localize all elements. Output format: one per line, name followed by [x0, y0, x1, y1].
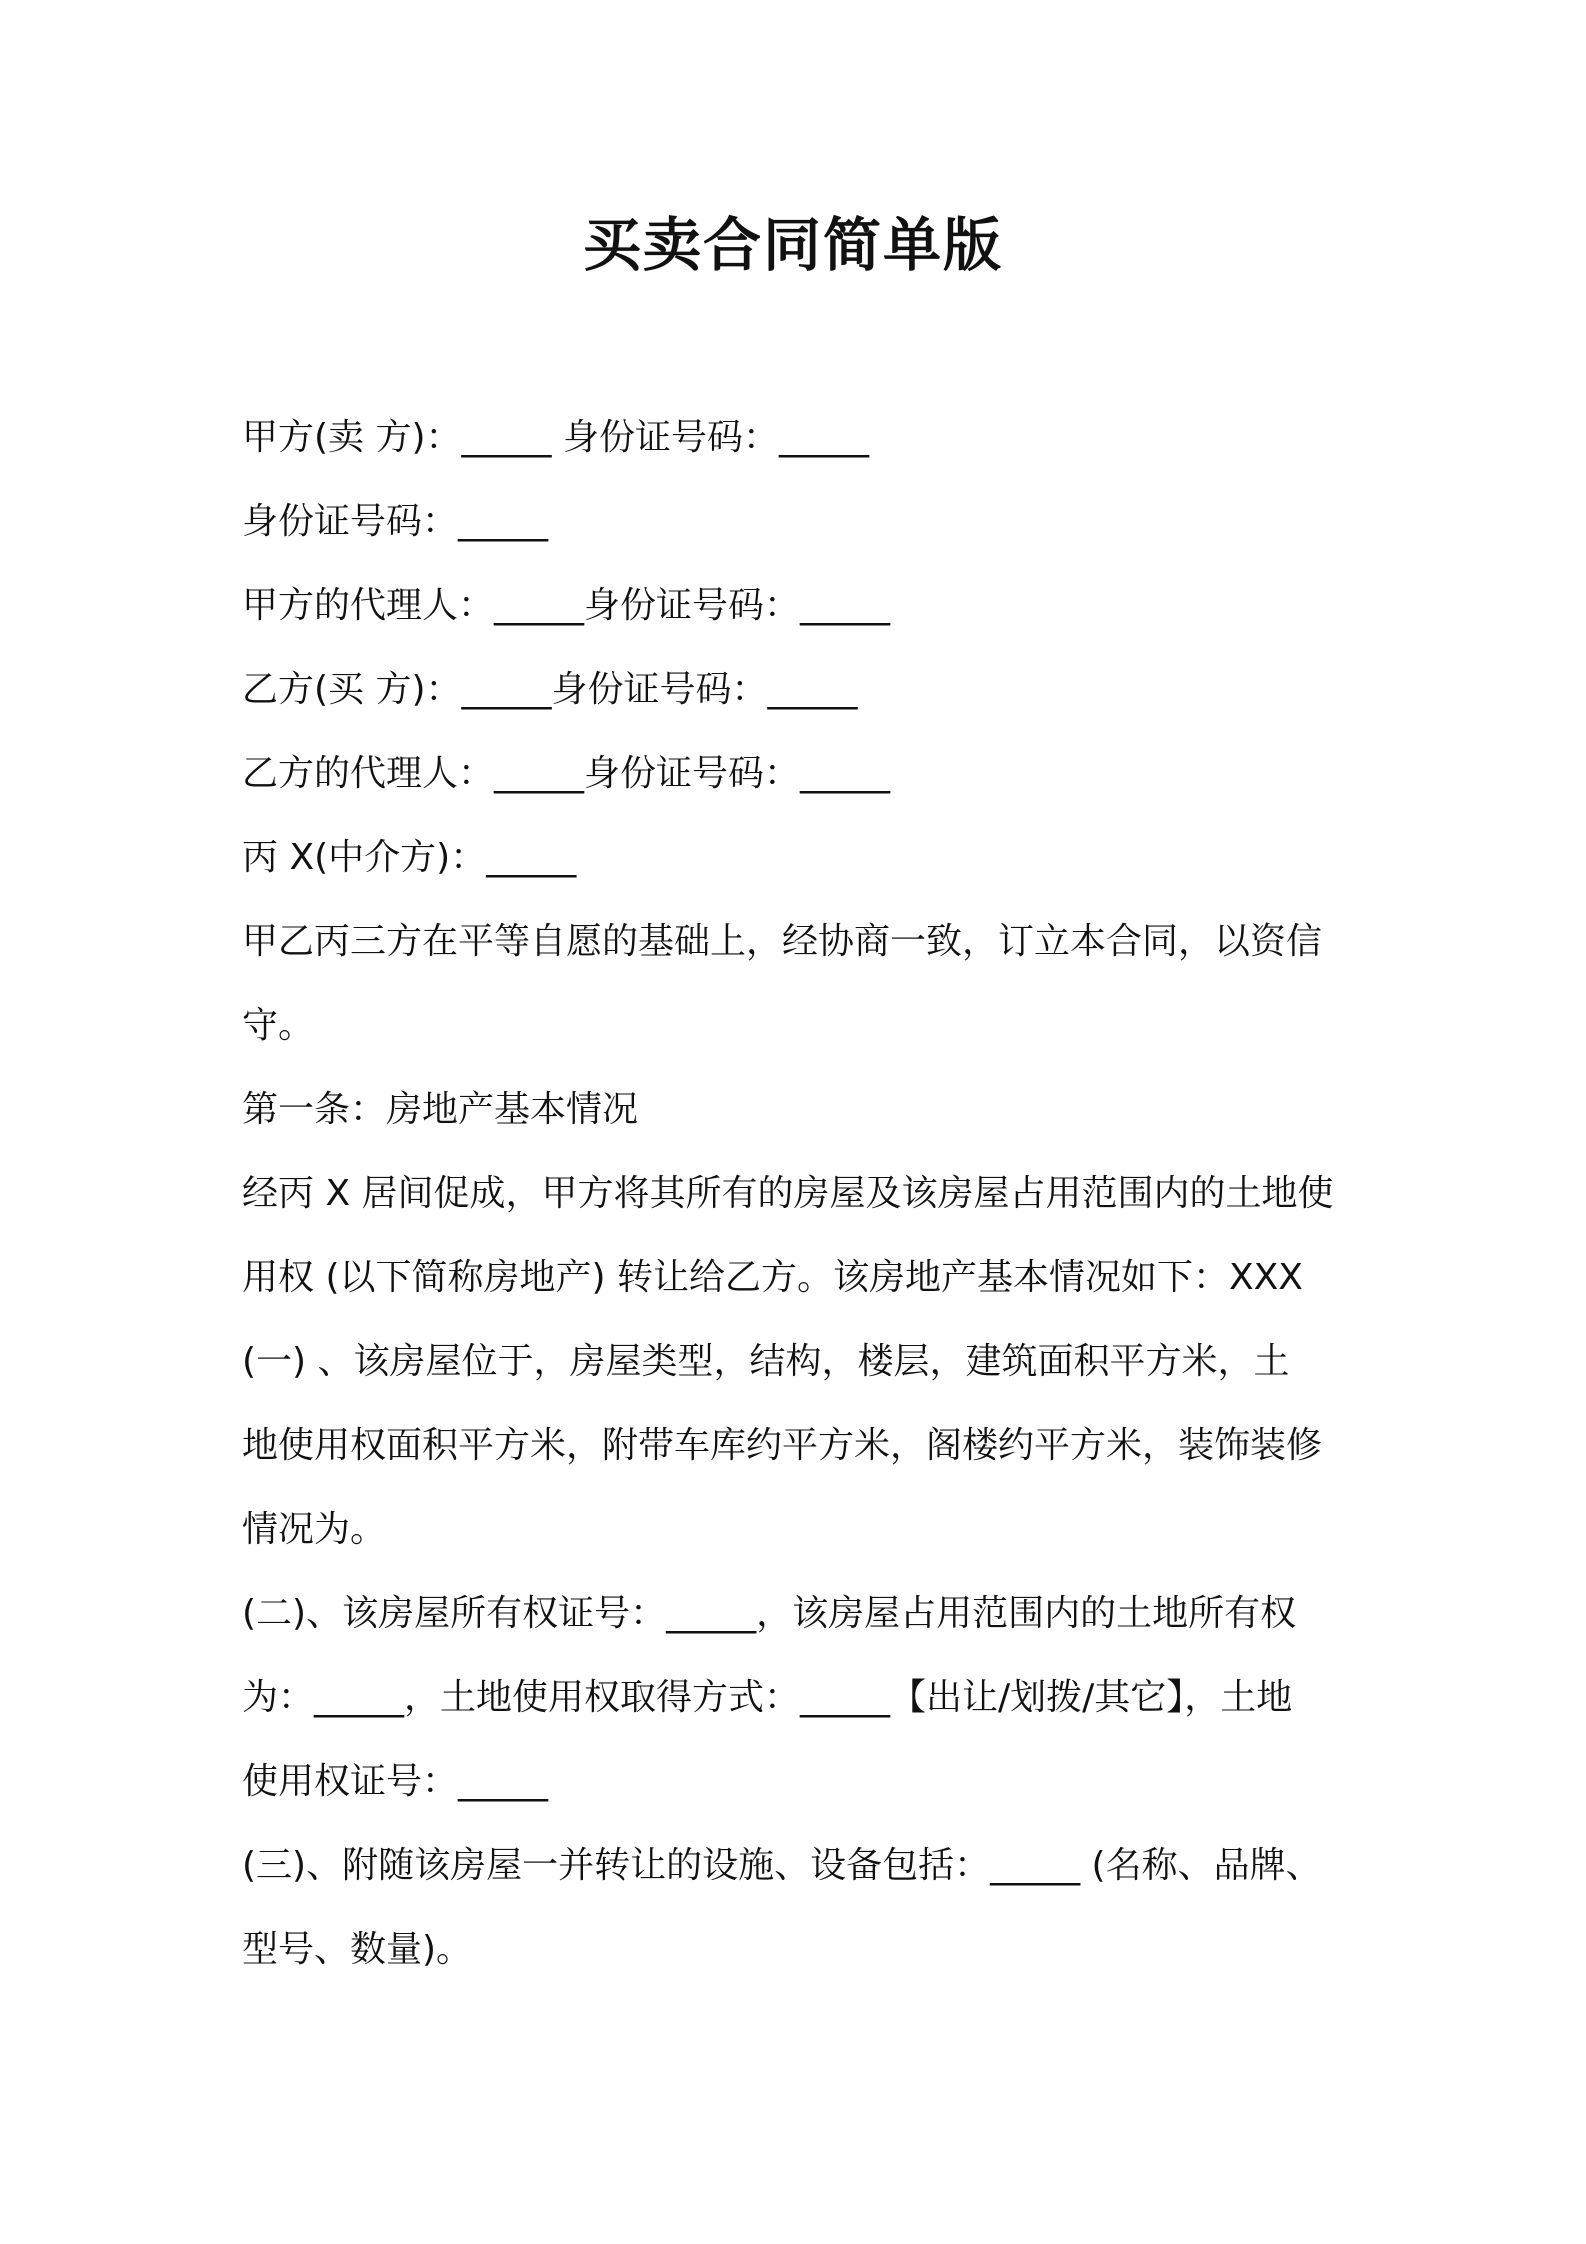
clause-one-line: (一) 、该房屋位于，房屋类型，结构，楼层，建筑面积平方米，土: [242, 1341, 1290, 1382]
clause-one-line: 情况为。: [242, 1509, 387, 1550]
paragraph-line: 用权 (以下简称房地产) 转让给乙方。该房地产基本情况如下：XXX: [242, 1257, 1303, 1298]
seller-line: 甲方(卖 方)：_____ 身份证号码：_____: [242, 417, 869, 458]
buyer-line: 乙方(买 方)：_____身份证号码：_____: [242, 669, 858, 710]
document-title: 买卖合同简单版: [582, 211, 1003, 279]
clause-two-line: 使用权证号：_____: [242, 1761, 549, 1802]
clause-one-line: 地使用权面积平方米，附带车库约平方米，阁楼约平方米，装饰装修: [242, 1425, 1323, 1466]
clause-two-line: 为：_____，土地使用权取得方式：_____【出让/划拨/其它】，土地: [242, 1677, 1293, 1718]
intermediary-line: 丙 X(中介方)：_____: [242, 837, 577, 878]
buyer-agent-line: 乙方的代理人：_____身份证号码：_____: [242, 753, 891, 794]
seller-agent-line: 甲方的代理人：_____身份证号码：_____: [242, 585, 891, 626]
seller-id-line: 身份证号码：_____: [242, 501, 549, 542]
clause-two-line: (二)、该房屋所有权证号：_____，该房屋占用范围内的土地所有权: [242, 1593, 1297, 1634]
paragraph-line: 甲乙丙三方在平等自愿的基础上，经协商一致，订立本合同，以资信: [242, 921, 1323, 962]
section-heading: 第一条：房地产基本情况: [242, 1089, 639, 1130]
paragraph-line: 经丙 X 居间促成，甲方将其所有的房屋及该房屋占用范围内的土地使: [242, 1173, 1334, 1214]
clause-three-line: 型号、数量)。: [242, 1929, 473, 1970]
clause-three-line: (三)、附随该房屋一并转让的设施、设备包括：_____ (名称、品牌、: [242, 1845, 1322, 1886]
paragraph-line: 守。: [242, 1005, 315, 1046]
